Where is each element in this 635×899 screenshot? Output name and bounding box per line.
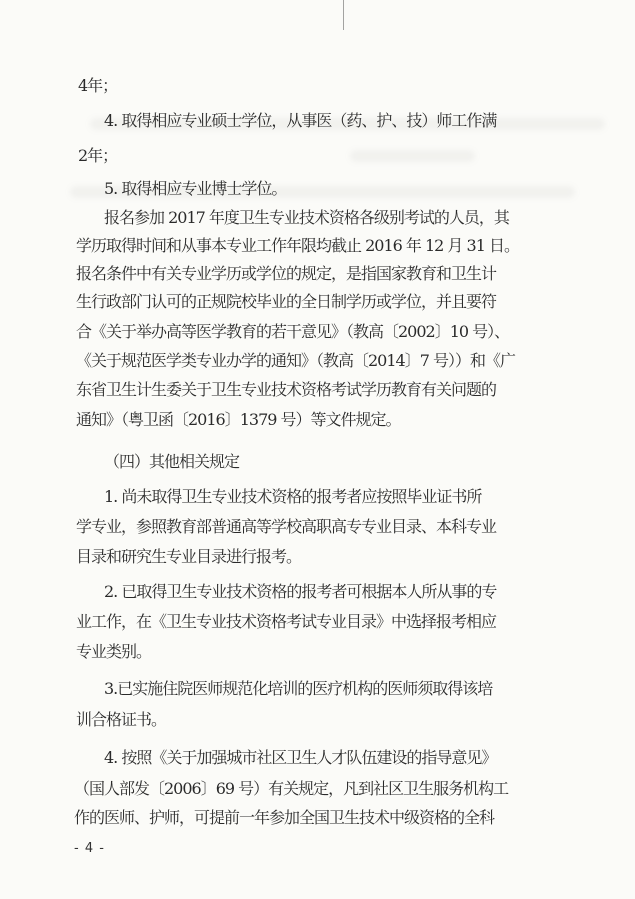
text-line: 学专业，参照教育部普通高等学校高职高专专业目录、本科专业 <box>76 517 497 536</box>
text-line: 合《关于举办高等医学教育的若干意见》（教高〔2002〕10 号）、 <box>76 322 510 341</box>
text-line: 目录和研究生专业目录进行报考。 <box>76 547 302 566</box>
text-line: 1. 尚未取得卫生专业技术资格的报考者应按照毕业证书所 <box>104 487 482 506</box>
text-line: 报名条件中有关专业学历或学位的规定，是指国家教育和卫生计 <box>76 264 497 283</box>
text-line: 专业类别。 <box>76 642 152 661</box>
text-line: 《关于规范医学类专业办学的通知》（教高〔2014〕7 号））和《广 <box>76 351 515 370</box>
text-line: 通知》（粤卫函〔2016〕1379 号）等文件规定。 <box>76 410 401 429</box>
text-line: 作的医师、护师，可提前一年参加全国卫生技术中级资格的全科 <box>74 808 495 827</box>
text-line: （国人部发〔2006〕69 号）有关规定，凡到社区卫生服务机构工 <box>74 779 509 798</box>
text-line: 4. 取得相应专业硕士学位，从事医（药、护、技）师工作满 <box>104 111 497 130</box>
fold-mark <box>343 0 344 30</box>
text-line: 4. 按照《关于加强城市社区卫生人才队伍建设的指导意见》 <box>104 748 497 767</box>
text-line: 业工作，在《卫生专业技术资格考试专业目录》中选择报考相应 <box>76 612 497 631</box>
text-line: 4年； <box>78 76 118 95</box>
text-line: 训合格证书。 <box>76 710 167 729</box>
text-line: 东省卫生计生委关于卫生专业技术资格考试学历教育有关问题的 <box>76 380 497 399</box>
text-line: 2. 已取得卫生专业技术资格的报考者可根据本人所从事的专 <box>104 582 497 601</box>
text-line: 报名参加 2017 年度卫生专业技术资格各级别考试的人员，其 <box>104 208 509 227</box>
text-line: 学历取得时间和从事本专业工作年限均截止 2016 年 12 月 31 日。 <box>76 236 519 255</box>
section-heading: （四）其他相关规定 <box>104 452 240 471</box>
text-line: 5. 取得相应专业博士学位。 <box>104 179 287 198</box>
page-number: - 4 - <box>74 841 105 856</box>
text-line: 生行政部门认可的正规院校毕业的全日制学历或学位，并且要符 <box>76 292 497 311</box>
text-line: 2年； <box>78 146 118 165</box>
text-line: 3.已实施住院医师规范化培训的医疗机构的医师须取得该培 <box>104 679 493 698</box>
